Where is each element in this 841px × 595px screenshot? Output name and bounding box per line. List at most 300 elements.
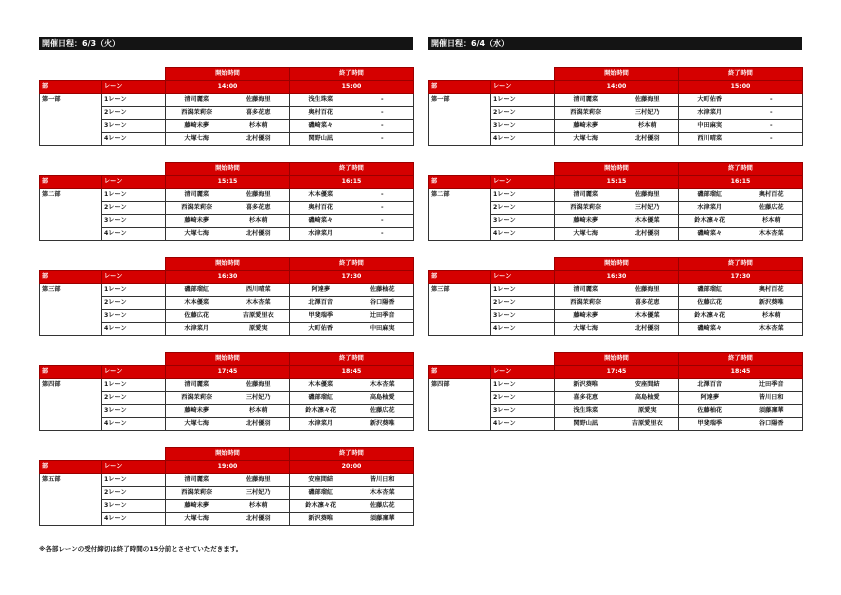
- member-name: 喜多花恵: [228, 202, 290, 215]
- end-time: 15:00: [290, 81, 414, 94]
- start-time: 19:00: [166, 461, 290, 474]
- member-name: 佐藤広花: [166, 310, 228, 323]
- spacer: [40, 448, 102, 461]
- member-name: 佐藤広花: [352, 405, 414, 418]
- member-name: 清司麗菜: [555, 94, 617, 107]
- member-name: 鈴木凛々花: [290, 500, 352, 513]
- member-name: 杉本萌: [228, 215, 290, 228]
- member-name: 杉本萌: [228, 405, 290, 418]
- spacer: [491, 258, 555, 271]
- member-name: 清司麗菜: [166, 189, 228, 202]
- member-name: 木本杏菜: [352, 379, 414, 392]
- member-name: 佐藤海里: [228, 379, 290, 392]
- member-name: 佐藤海里: [228, 474, 290, 487]
- member-name: -: [352, 228, 414, 241]
- member-name: 佐藤海里: [228, 94, 290, 107]
- member-name: 北村優羽: [228, 133, 290, 146]
- member-name: 皆川日和: [352, 474, 414, 487]
- start-time-label: 開始時間: [555, 163, 679, 176]
- lane-row: [40, 474, 414, 487]
- column-header-row: [429, 176, 803, 189]
- member-name: 木本杏菜: [741, 323, 803, 336]
- lane-name: 1レーン: [102, 474, 166, 487]
- member-name: -: [741, 133, 803, 146]
- end-time: 20:00: [290, 461, 414, 474]
- member-name: 高島柚愛: [352, 392, 414, 405]
- lane-name: 3レーン: [491, 215, 555, 228]
- member-name: 水津菜月: [290, 228, 352, 241]
- lane-name: 2レーン: [102, 107, 166, 120]
- spacer: [102, 163, 166, 176]
- lane-column-header: レーン: [102, 461, 166, 474]
- lane-name: 4レーン: [102, 228, 166, 241]
- member-name: 三村妃乃: [617, 107, 679, 120]
- lane-column-header: レーン: [102, 366, 166, 379]
- member-name: 清司麗菜: [166, 474, 228, 487]
- schedule-block: [428, 67, 802, 146]
- member-name: 木本優菜: [290, 379, 352, 392]
- member-name: 阿達夢: [679, 392, 741, 405]
- end-time-label: 終了時間: [290, 353, 414, 366]
- lane-name: 4レーン: [102, 418, 166, 431]
- spacer: [429, 163, 491, 176]
- time-header-row: [40, 163, 414, 176]
- start-time-label: 開始時間: [555, 68, 679, 81]
- member-name: 佐藤柚花: [679, 405, 741, 418]
- member-name: 中田麻実: [352, 323, 414, 336]
- lane-name: 1レーン: [102, 94, 166, 107]
- start-time-label: 開始時間: [166, 68, 290, 81]
- schedule-block: [428, 257, 802, 336]
- member-name: 北澤百音: [290, 297, 352, 310]
- member-name: 須藤凜華: [352, 513, 414, 526]
- start-time: 17:45: [555, 366, 679, 379]
- member-name: 清司麗菜: [166, 94, 228, 107]
- end-time: 18:45: [290, 366, 414, 379]
- column-header-row: [429, 366, 803, 379]
- member-name: 奥村百花: [290, 202, 352, 215]
- member-name: 北澤百音: [679, 379, 741, 392]
- member-name: 杉本萌: [741, 215, 803, 228]
- member-name: 西潟茉莉奈: [555, 297, 617, 310]
- start-time: 17:45: [166, 366, 290, 379]
- member-name: 吉原愛里衣: [617, 418, 679, 431]
- member-name: 高島柚愛: [617, 392, 679, 405]
- lane-row: [40, 189, 414, 202]
- start-time-label: 開始時間: [166, 448, 290, 461]
- start-time: 16:30: [166, 271, 290, 284]
- member-name: -: [352, 107, 414, 120]
- member-name: -: [352, 202, 414, 215]
- end-time-label: 終了時間: [679, 68, 803, 81]
- start-time-label: 開始時間: [166, 163, 290, 176]
- lane-name: 2レーン: [491, 297, 555, 310]
- start-time: 15:15: [555, 176, 679, 189]
- member-name: 磯部瑠紅: [290, 487, 352, 500]
- member-name: 北村優羽: [617, 133, 679, 146]
- lane-name: 1レーン: [491, 379, 555, 392]
- member-name: 西潟茉莉奈: [166, 202, 228, 215]
- member-name: 北村優羽: [617, 228, 679, 241]
- end-time-label: 終了時間: [679, 353, 803, 366]
- part-column-header: 部: [40, 81, 102, 94]
- part-name: 第二部: [40, 189, 102, 241]
- member-name: 奥村百花: [741, 189, 803, 202]
- member-name: 西潟茉莉奈: [166, 487, 228, 500]
- member-name: 清司麗菜: [166, 379, 228, 392]
- schedule-block: [39, 67, 413, 146]
- member-name: -: [352, 215, 414, 228]
- member-name: 藤崎未夢: [555, 310, 617, 323]
- member-name: 佐藤広花: [679, 297, 741, 310]
- end-time-label: 終了時間: [290, 258, 414, 271]
- member-name: 原愛実: [617, 405, 679, 418]
- column-header-row: [40, 366, 414, 379]
- member-name: 安座間結: [617, 379, 679, 392]
- member-name: 喜多花恵: [228, 107, 290, 120]
- spacer: [429, 68, 491, 81]
- end-time: 18:45: [679, 366, 803, 379]
- schedule-table: [39, 352, 414, 431]
- day-header-1: 開催日程：6/4（水）: [428, 37, 802, 50]
- member-name: 磯部瑠紅: [290, 392, 352, 405]
- time-header-row: [429, 353, 803, 366]
- member-name: 甲斐瑞季: [290, 310, 352, 323]
- lane-name: 4レーン: [102, 133, 166, 146]
- schedule-table: [428, 257, 803, 336]
- lane-name: 2レーン: [102, 487, 166, 500]
- spacer: [491, 68, 555, 81]
- member-name: 西潟茉莉奈: [555, 202, 617, 215]
- part-name: 第四部: [40, 379, 102, 431]
- lane-name: 1レーン: [102, 284, 166, 297]
- member-name: 大町佑香: [290, 323, 352, 336]
- member-name: 三村妃乃: [228, 392, 290, 405]
- member-name: 北村優羽: [617, 323, 679, 336]
- member-name: 磯崎菜々: [679, 228, 741, 241]
- start-time: 14:00: [166, 81, 290, 94]
- start-time: 15:15: [166, 176, 290, 189]
- time-header-row: [40, 448, 414, 461]
- member-name: 鈴木凛々花: [679, 215, 741, 228]
- member-name: 磯崎菜々: [679, 323, 741, 336]
- lane-name: 3レーン: [102, 310, 166, 323]
- start-time: 16:30: [555, 271, 679, 284]
- end-time-label: 終了時間: [290, 448, 414, 461]
- member-name: 三村妃乃: [228, 487, 290, 500]
- member-name: 佐藤海里: [617, 94, 679, 107]
- member-name: 大町佑香: [679, 94, 741, 107]
- column-header-row: [40, 176, 414, 189]
- part-name: 第三部: [429, 284, 491, 336]
- lane-name: 2レーン: [491, 392, 555, 405]
- time-header-row: [429, 68, 803, 81]
- member-name: 磯部瑠紅: [679, 189, 741, 202]
- member-name: 藤崎未夢: [166, 120, 228, 133]
- member-name: 西潟茉莉奈: [166, 392, 228, 405]
- lane-name: 2レーン: [491, 202, 555, 215]
- member-name: 喜多花恵: [617, 297, 679, 310]
- lane-name: 1レーン: [102, 379, 166, 392]
- member-name: 木本杏菜: [352, 487, 414, 500]
- member-name: 藤崎未夢: [166, 215, 228, 228]
- spacer: [429, 258, 491, 271]
- lane-name: 1レーン: [491, 94, 555, 107]
- member-name: 喜多花恵: [555, 392, 617, 405]
- member-name: 西潟茉莉奈: [166, 107, 228, 120]
- start-time-label: 開始時間: [166, 258, 290, 271]
- member-name: -: [352, 120, 414, 133]
- member-name: 谷口陽香: [741, 418, 803, 431]
- lane-name: 4レーン: [491, 323, 555, 336]
- member-name: 浅生珠菜: [555, 405, 617, 418]
- member-name: 奥村百花: [290, 107, 352, 120]
- member-name: 杉本萌: [228, 120, 290, 133]
- lane-name: 3レーン: [102, 405, 166, 418]
- part-name: 第一部: [429, 94, 491, 146]
- member-name: 佐藤広花: [741, 202, 803, 215]
- lane-name: 2レーン: [102, 297, 166, 310]
- lane-name: 3レーン: [491, 405, 555, 418]
- lane-column-header: レーン: [491, 271, 555, 284]
- member-name: 杉本萌: [228, 500, 290, 513]
- schedule-block: [428, 162, 802, 241]
- member-name: 清司麗菜: [555, 189, 617, 202]
- member-name: 阿達夢: [290, 284, 352, 297]
- lane-column-header: レーン: [491, 176, 555, 189]
- member-name: 杉本萌: [617, 120, 679, 133]
- member-name: 西川晴菜: [679, 133, 741, 146]
- member-name: 木本優菜: [617, 310, 679, 323]
- schedule-table: [428, 162, 803, 241]
- lane-column-header: レーン: [102, 81, 166, 94]
- lane-row: [40, 379, 414, 392]
- lane-name: 3レーン: [102, 120, 166, 133]
- part-name: 第四部: [429, 379, 491, 431]
- spacer: [40, 353, 102, 366]
- lane-column-header: レーン: [491, 366, 555, 379]
- member-name: 木本優菜: [290, 189, 352, 202]
- member-name: 木本杏菜: [741, 228, 803, 241]
- member-name: 新沢葵唯: [290, 513, 352, 526]
- member-name: 関野山凪: [555, 418, 617, 431]
- member-name: -: [741, 107, 803, 120]
- member-name: 木本杏菜: [228, 297, 290, 310]
- time-header-row: [40, 258, 414, 271]
- part-name: 第三部: [40, 284, 102, 336]
- end-time: 15:00: [679, 81, 803, 94]
- spacer: [40, 163, 102, 176]
- day-header-0: 開催日程：6/3（火）: [39, 37, 413, 50]
- lane-row: [40, 284, 414, 297]
- schedule-block: [39, 162, 413, 241]
- end-time: 17:30: [679, 271, 803, 284]
- member-name: 北村優羽: [228, 513, 290, 526]
- lane-row: [429, 379, 803, 392]
- column-header-row: [429, 271, 803, 284]
- member-name: 北村優羽: [228, 418, 290, 431]
- member-name: 大塚七海: [555, 228, 617, 241]
- lane-name: 4レーン: [491, 228, 555, 241]
- part-name: 第二部: [429, 189, 491, 241]
- spacer: [40, 68, 102, 81]
- end-time: 16:15: [679, 176, 803, 189]
- member-name: 新沢葵唯: [555, 379, 617, 392]
- member-name: 新沢葵唯: [352, 418, 414, 431]
- member-name: 原愛実: [228, 323, 290, 336]
- member-name: 甲斐瑞季: [679, 418, 741, 431]
- schedule-table: [39, 67, 414, 146]
- lane-row: [429, 189, 803, 202]
- lane-name: 3レーン: [102, 215, 166, 228]
- start-time: 14:00: [555, 81, 679, 94]
- member-name: 西川晴菜: [228, 284, 290, 297]
- lane-name: 3レーン: [491, 310, 555, 323]
- member-name: 大塚七海: [555, 323, 617, 336]
- member-name: 中田麻実: [679, 120, 741, 133]
- member-name: 須藤凜華: [741, 405, 803, 418]
- member-name: 吉原愛里衣: [228, 310, 290, 323]
- end-time: 16:15: [290, 176, 414, 189]
- member-name: 藤崎未夢: [555, 120, 617, 133]
- lane-name: 4レーン: [491, 418, 555, 431]
- spacer: [491, 353, 555, 366]
- lane-row: [40, 94, 414, 107]
- part-name: 第一部: [40, 94, 102, 146]
- lane-column-header: レーン: [102, 176, 166, 189]
- member-name: 大塚七海: [166, 513, 228, 526]
- member-name: 水津菜月: [679, 107, 741, 120]
- member-name: 西潟茉莉奈: [555, 107, 617, 120]
- member-name: 三村妃乃: [617, 202, 679, 215]
- member-name: -: [352, 133, 414, 146]
- spacer: [429, 353, 491, 366]
- lane-column-header: レーン: [491, 81, 555, 94]
- schedule-table: [39, 447, 414, 526]
- spacer: [102, 353, 166, 366]
- end-time-label: 終了時間: [679, 258, 803, 271]
- end-time-label: 終了時間: [290, 68, 414, 81]
- lane-name: 3レーン: [102, 500, 166, 513]
- end-time-label: 終了時間: [290, 163, 414, 176]
- member-name: 大塚七海: [555, 133, 617, 146]
- member-name: 佐藤海里: [617, 284, 679, 297]
- member-name: 辻田季音: [741, 379, 803, 392]
- end-time: 17:30: [290, 271, 414, 284]
- member-name: 大塚七海: [166, 133, 228, 146]
- member-name: 佐藤海里: [228, 189, 290, 202]
- part-column-header: 部: [429, 176, 491, 189]
- member-name: 磯部瑠紅: [166, 284, 228, 297]
- lane-name: 2レーン: [102, 392, 166, 405]
- lane-name: 4レーン: [102, 513, 166, 526]
- lane-name: 2レーン: [102, 202, 166, 215]
- spacer: [40, 258, 102, 271]
- member-name: 清司麗菜: [555, 284, 617, 297]
- member-name: 磯部瑠紅: [679, 284, 741, 297]
- part-column-header: 部: [429, 366, 491, 379]
- member-name: -: [741, 120, 803, 133]
- lane-name: 1レーン: [491, 189, 555, 202]
- schedule-block: [39, 447, 413, 526]
- schedule-table: [39, 162, 414, 241]
- member-name: 杉本萌: [741, 310, 803, 323]
- schedule-block: [428, 352, 802, 431]
- part-column-header: 部: [40, 271, 102, 284]
- schedule-table: [428, 67, 803, 146]
- member-name: 関野山凪: [290, 133, 352, 146]
- member-name: 奥村百花: [741, 284, 803, 297]
- time-header-row: [40, 353, 414, 366]
- member-name: -: [352, 94, 414, 107]
- member-name: 佐藤広花: [352, 500, 414, 513]
- start-time-label: 開始時間: [166, 353, 290, 366]
- member-name: 藤崎未夢: [555, 215, 617, 228]
- member-name: 北村優羽: [228, 228, 290, 241]
- member-name: -: [352, 189, 414, 202]
- lane-row: [429, 94, 803, 107]
- schedule-table: [39, 257, 414, 336]
- end-time-label: 終了時間: [679, 163, 803, 176]
- column-header-row: [40, 461, 414, 474]
- spacer: [491, 163, 555, 176]
- part-column-header: 部: [429, 81, 491, 94]
- member-name: 磯崎菜々: [290, 215, 352, 228]
- member-name: 佐藤柚花: [352, 284, 414, 297]
- spacer: [102, 448, 166, 461]
- schedule-block: [39, 352, 413, 431]
- lane-name: 3レーン: [491, 120, 555, 133]
- part-column-header: 部: [40, 176, 102, 189]
- member-name: 皆川日和: [741, 392, 803, 405]
- time-header-row: [40, 68, 414, 81]
- member-name: 大塚七海: [166, 418, 228, 431]
- part-column-header: 部: [40, 366, 102, 379]
- spacer: [102, 258, 166, 271]
- member-name: 木本優菜: [617, 215, 679, 228]
- start-time-label: 開始時間: [555, 258, 679, 271]
- lane-name: 4レーン: [491, 133, 555, 146]
- member-name: 藤崎未夢: [166, 405, 228, 418]
- member-name: 谷口陽香: [352, 297, 414, 310]
- lane-name: 1レーン: [102, 189, 166, 202]
- part-column-header: 部: [429, 271, 491, 284]
- schedule-table: [428, 352, 803, 431]
- member-name: 鈴木凛々花: [679, 310, 741, 323]
- member-name: 鈴木凛々花: [290, 405, 352, 418]
- spacer: [102, 68, 166, 81]
- member-name: 佐藤海里: [617, 189, 679, 202]
- member-name: 新沢葵唯: [741, 297, 803, 310]
- member-name: 安座間結: [290, 474, 352, 487]
- member-name: 辻田季音: [352, 310, 414, 323]
- lane-name: 4レーン: [102, 323, 166, 336]
- member-name: 浅生珠菜: [290, 94, 352, 107]
- time-header-row: [429, 258, 803, 271]
- member-name: 磯崎菜々: [290, 120, 352, 133]
- member-name: 大塚七海: [166, 228, 228, 241]
- footnote: ※各部レーンの受付締切は終了時間の15分前とさせていただきます。: [39, 545, 243, 553]
- part-column-header: 部: [40, 461, 102, 474]
- start-time-label: 開始時間: [555, 353, 679, 366]
- lane-name: 1レーン: [491, 284, 555, 297]
- schedule-block: [39, 257, 413, 336]
- column-header-row: [40, 271, 414, 284]
- time-header-row: [429, 163, 803, 176]
- lane-row: [429, 284, 803, 297]
- lane-name: 2レーン: [491, 107, 555, 120]
- member-name: 水津菜月: [166, 323, 228, 336]
